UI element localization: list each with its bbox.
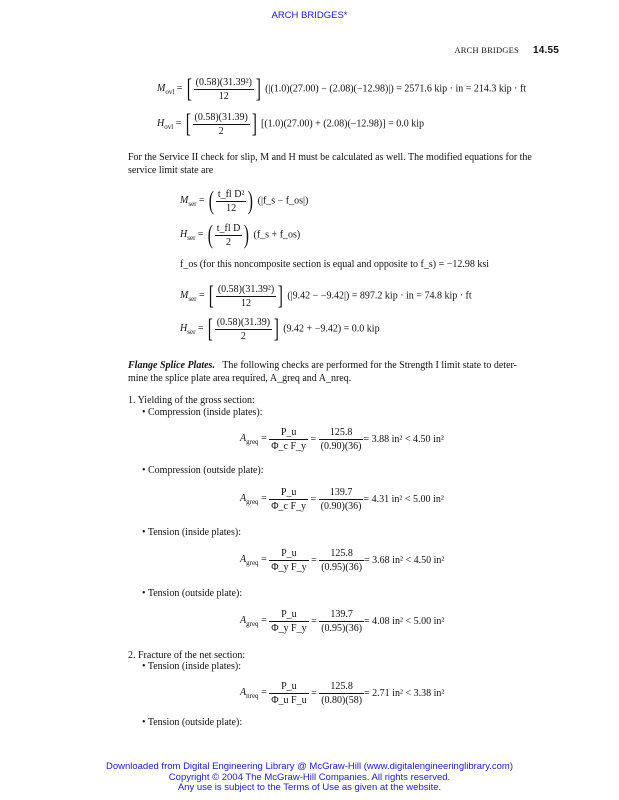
item-1-heading: 1. Yielding of the gross section: [128,395,255,406]
equation-h-ser-general: $H_{ser}$ = ( $\frac{\text{t\_fl D}}{2}$ ) (f_s + f_os) [180,220,301,249]
book-title: ARCH BRIDGES* [271,10,348,21]
check-label: • Compression (inside plates): [142,407,263,418]
check-equation: $A_{greq}$ = $\frac{P\_u}{\text{Φ\_y F\_y}}$ = $\frac{125.8}{(0.95)(36)}$ = 3.68 in² < 4.50 in² [240,548,445,573]
equation-h-ser: $H_{ser}$ = [ $\frac{(0.58)(31.39)}{2}$ ] (9.42 + −9.42) = 0.0 kip [180,314,380,343]
footer-line-3[interactable]: Any use is subject to the Terms of Use as given at the website. [177,782,442,793]
equation-h-ovl: $H_{ovl}$ = [ $\frac{(0.58)(31.39)}{2}$ ] [(1.0)(27.00) + (2.08)(−12.98)] = 0.0 kip [157,109,424,138]
flange-paragraph-line-2: mine the splice plate area required, A_greq and A_nreq. [128,373,352,384]
fos-note: f_os (for this noncomposite section is equal and opposite to f_s) = −12.98 ksi [180,259,490,270]
flange-paragraph-line-1: Flange Splice Plates. The following checks are performed for the Strength I limit state to deter- [128,360,517,371]
check-label: • Tension (outside plate): [142,588,243,599]
check-equation: $A_{greq}$ = $\frac{P\_u}{\text{Φ\_y F\_y}}$ = $\frac{139.7}{(0.95)(36)}$ = 4.08 in² < 5.00 in² [240,609,445,634]
service-paragraph: For the Service II check for slip, M and H must be calculated as well. The modified equations for the service limit state are [128,152,532,176]
equation-m-ser-general: $M_{ser}$ = ( $\frac{\text{t\_fl D²}}{12}$ ) (|f_s − f_os|) [180,186,309,215]
item-2-heading: 2. Fracture of the net section: [128,650,246,661]
running-head [454,45,559,56]
check-label: • Tension (inside plates): [142,661,241,672]
page-number: 14.55 [532,45,559,56]
bullet-tension-outside-net: • Tension (outside plate): [142,717,243,728]
footer-line-1[interactable]: Downloaded from Digital Engineering Library @ McGraw-Hill (www.digitalengineeringlibrary.com) [105,761,514,772]
flange-heading: Flange Splice Plates. [128,360,215,371]
equation-m-ovl: $M_{ovl}$ = [ $\frac{\text{(0.58)(31.39²)}}{12}$ ] (|(1.0)(27.00) − (2.08)(−12.98)|) = 2571.6 kip · in = 214.3 kip · ft [157,74,527,103]
check-label: • Compression (outside plate): [142,465,264,476]
equation-m-ser: $M_{ser}$ = [ $\frac{\text{(0.58)(31.39²)}}{12}$ ] (|9.42 − −9.42|) = 897.2 kip · in = 74.8 kip · ft [180,281,472,310]
footer [0,762,619,794]
check-equation: $A_{nreq}$ = $\frac{P\_u}{\text{Φ\_u F\_u}}$ = $\frac{125.8}{(0.80)(58)}$ = 2.71 in² < 3.38 in² [240,681,445,706]
footer-line-2: Copyright © 2004 The McGraw-Hill Companies. All rights reserved. [168,771,451,783]
check-equation: $A_{greq}$ = $\frac{P\_u}{\text{Φ\_c F\_y}}$ = $\frac{139.7}{(0.90)(36)}$ = 4.31 in² < 5.00 in² [240,487,444,512]
check-label: • Tension (inside plates): [142,527,241,538]
check-equation: $A_{greq}$ = $\frac{P\_u}{\text{Φ\_c F\_y}}$ = $\frac{125.8}{(0.90)(36)}$ = 3.88 in² < 4.50 in² [240,427,444,452]
running-head-title: ARCH BRIDGES [454,45,519,55]
